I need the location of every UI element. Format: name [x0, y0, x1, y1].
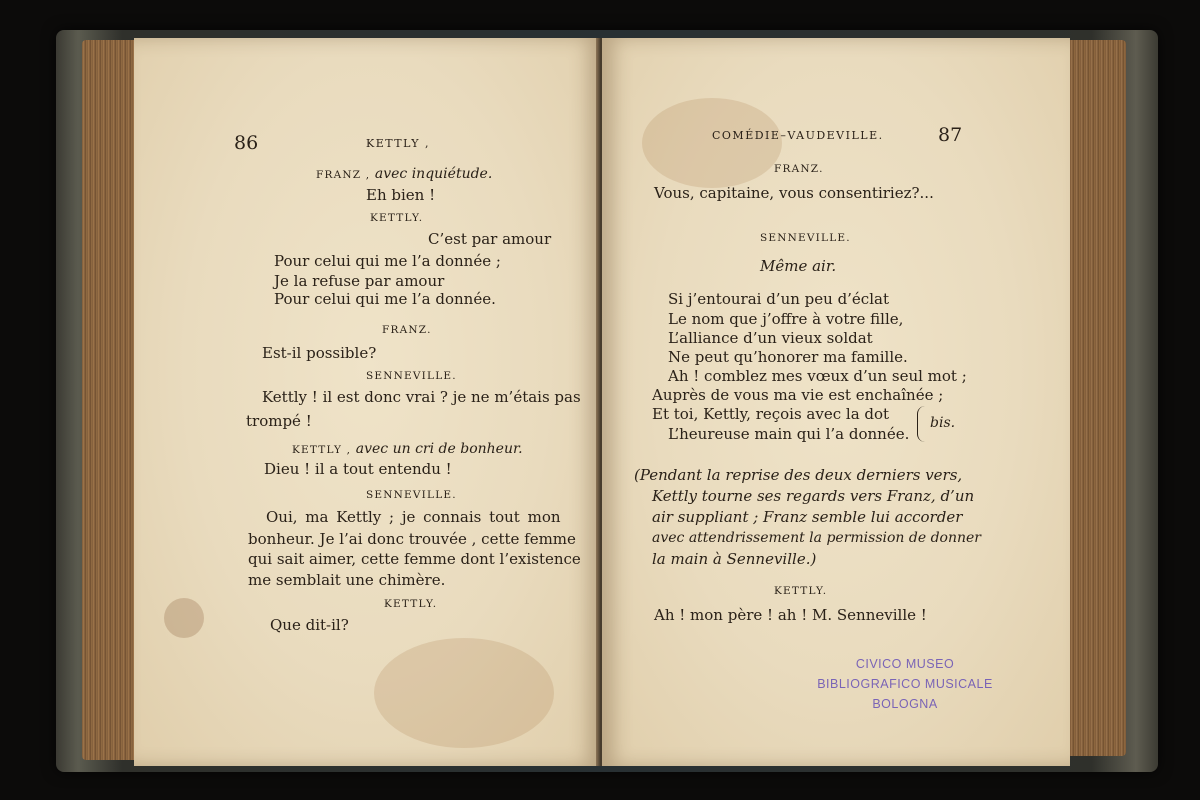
text-line: qui sait aimer, cette femme dont l’existence — [248, 550, 581, 568]
verse-line: Le nom que j’offre à votre fille, — [668, 310, 904, 328]
bis-marker: bis. — [930, 415, 956, 431]
verse-line: Je la refuse par amour — [274, 272, 445, 290]
verse-line: Ah ! comblez mes vœux d’un seul mot ; — [668, 367, 967, 385]
stage-direction-line: avec attendrissement la permission de donner — [652, 530, 981, 546]
verse-line: Si j’entourai d’un peu d’éclat — [668, 290, 889, 308]
verse-line: C’est par amour — [428, 230, 552, 248]
running-head: COMÉDIE–VAUDEVILLE. — [712, 129, 884, 142]
page-number: 87 — [938, 124, 963, 146]
speaker-name: FRANZ. — [774, 163, 824, 175]
verse-line: Et toi, Kettly, reçois avec la dot — [652, 405, 890, 423]
speaker-name: SENNEVILLE. — [760, 232, 851, 244]
library-stamp — [810, 654, 1000, 714]
stage-direction: avec un cri de bonheur. — [355, 441, 523, 457]
text-line: Dieu ! il a tout entendu ! — [264, 460, 452, 478]
paper-stain — [642, 98, 782, 188]
left-page — [134, 38, 600, 766]
paper-stain — [374, 638, 554, 748]
speaker-name: SENNEVILLE. — [366, 370, 457, 382]
speaker-name: FRANZ , — [316, 169, 375, 181]
stamp-line: BIBLIOGRAFICO MUSICALE — [817, 677, 993, 691]
speaker-name: SENNEVILLE. — [366, 489, 457, 501]
stage-direction-line: air suppliant ; Franz semble lui accorder — [652, 508, 963, 526]
verse-line: Pour celui qui me l’a donnée. — [274, 290, 496, 308]
paper-stain — [164, 598, 204, 638]
speaker-name: KETTLY. — [774, 585, 828, 597]
speaker-line — [316, 165, 492, 181]
text-line: me semblait une chimère. — [248, 571, 446, 589]
stage-direction-line: Kettly tourne ses regards vers Franz, d’un — [652, 487, 975, 505]
text-line: Kettly ! il est donc vrai ? je ne m’étais pas — [262, 388, 581, 406]
verse-line: Ne peut qu’honorer ma famille. — [668, 348, 908, 366]
verse-line: Auprès de vous ma vie est enchaînée ; — [652, 386, 944, 404]
air-indication: Même air. — [760, 257, 837, 275]
text-line: Que dit-il? — [270, 616, 349, 634]
speaker-name: KETTLY , — [292, 444, 356, 456]
speaker-name: KETTLY. — [384, 598, 438, 610]
running-head: KETTLY , — [366, 137, 430, 150]
speaker-name: KETTLY. — [370, 212, 424, 224]
text-line: Eh bien ! — [366, 186, 436, 204]
text-line: bonheur. Je l’ai donc trouvée , cette femme — [248, 530, 576, 548]
verse-line: L’heureuse main qui l’a donnée. — [668, 425, 910, 443]
stage-direction-line: la main à Senneville.) — [652, 550, 817, 568]
speaker-line — [292, 440, 523, 456]
bis-brace — [917, 406, 926, 442]
speaker-name: FRANZ. — [382, 324, 432, 336]
text-line: Oui, ma Kettly ; je connais tout mon — [266, 508, 561, 526]
verse-line: Pour celui qui me l’a donnée ; — [274, 252, 501, 270]
stage-direction-line: (Pendant la reprise des deux derniers vers, — [634, 466, 963, 484]
verse-line: L’alliance d’un vieux soldat — [668, 329, 873, 347]
text-line: trompé ! — [246, 412, 312, 430]
stamp-line: CIVICO MUSEO — [855, 657, 955, 671]
text-line: Vous, capitaine, vous consentiriez?... — [654, 184, 934, 202]
stage-direction: avec inquiétude. — [374, 166, 493, 182]
text-line: Est-il possible? — [262, 344, 377, 362]
page-number: 86 — [234, 132, 259, 154]
page-edges-right — [1070, 40, 1126, 756]
text-line: Ah ! mon père ! ah ! M. Senneville ! — [654, 606, 927, 624]
stamp-line: BOLOGNA — [872, 697, 938, 711]
